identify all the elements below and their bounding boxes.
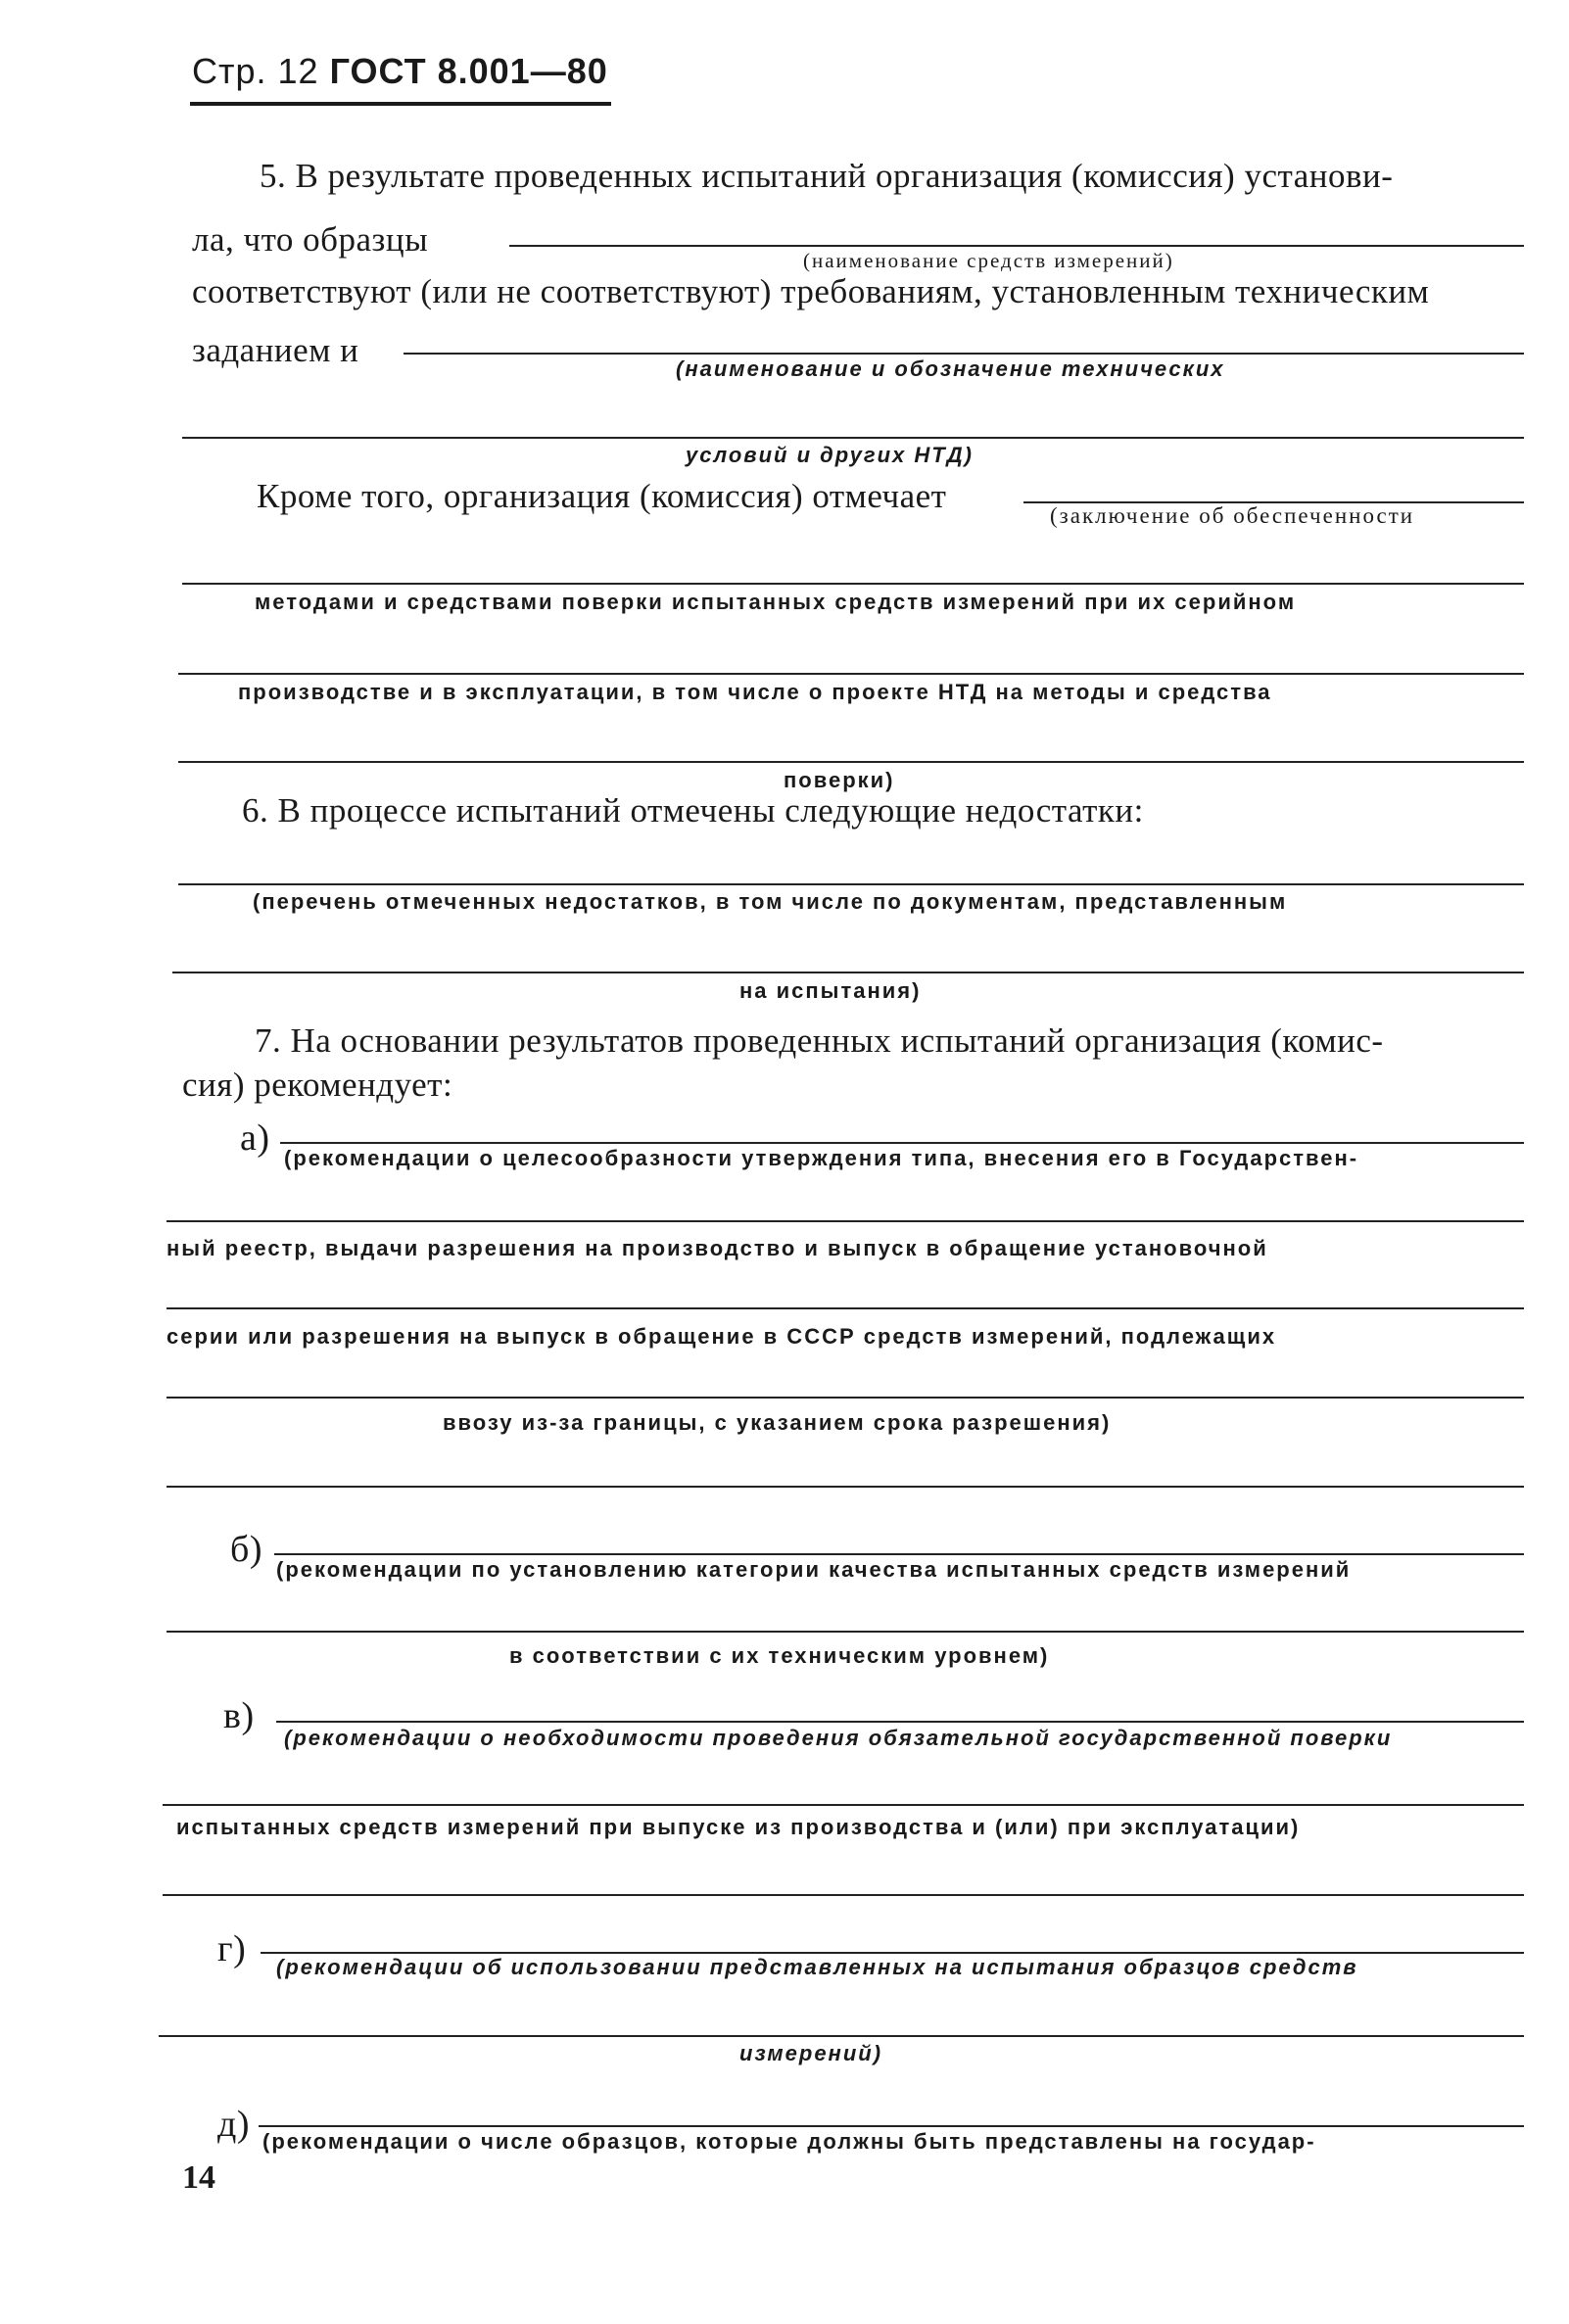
page-header bbox=[192, 51, 608, 92]
fill-line bbox=[166, 1220, 1524, 1222]
fill-line bbox=[404, 353, 1524, 355]
doc-code: ГОСТ 8.001—80 bbox=[329, 51, 608, 91]
s5-line3: соответствуют (или не соответствуют) требованиям, установленным техническим bbox=[192, 272, 1430, 310]
note-conclusion-4: поверки) bbox=[784, 768, 895, 792]
note-conclusion-3: производстве и в эксплуатации, в том числе о проекте НТД на методы и средства bbox=[238, 680, 1272, 704]
fill-line bbox=[166, 1397, 1524, 1399]
item-a-note-3: серии или разрешения на выпуск в обращение в СССР средств измерений, подлежащих bbox=[166, 1324, 1277, 1349]
item-b-label: б) bbox=[230, 1529, 262, 1570]
fill-line bbox=[159, 2035, 1524, 2037]
s7-line1: 7. На основании результатов проведенных испытаний организация (комис- bbox=[255, 1021, 1384, 1060]
fill-line bbox=[166, 1307, 1524, 1309]
fill-line bbox=[163, 1894, 1524, 1896]
fill-line bbox=[274, 1553, 1524, 1555]
item-d-note-1: (рекомендации о числе образцов, которые должны быть представлены на государ- bbox=[262, 2129, 1316, 2154]
fill-line bbox=[261, 1952, 1524, 1954]
fill-line bbox=[509, 245, 1524, 247]
also-prefix: Кроме того, организация (комиссия) отмечает bbox=[257, 477, 947, 515]
note-conclusion-1: (заключение об обеспеченности bbox=[1050, 503, 1415, 528]
item-v-label: в) bbox=[223, 1695, 255, 1736]
fill-line bbox=[182, 437, 1524, 439]
fill-line bbox=[163, 1804, 1524, 1806]
s6-note-2: на испытания) bbox=[739, 978, 922, 1003]
note-tech-2: условий и других НТД) bbox=[686, 443, 974, 467]
s6-title: 6. В процессе испытаний отмечены следующие недостатки: bbox=[242, 791, 1144, 830]
item-a-note-1: (рекомендации о целесообразности утверждения типа, внесения его в Государствен- bbox=[284, 1146, 1359, 1170]
fill-line bbox=[166, 1486, 1524, 1488]
page-number: 14 bbox=[182, 2159, 215, 2196]
item-a-label: а) bbox=[240, 1117, 270, 1159]
fill-line bbox=[178, 883, 1524, 885]
fill-line bbox=[178, 673, 1524, 675]
item-b-note-2: в соответствии с их техническим уровнем) bbox=[509, 1643, 1050, 1668]
s5-line4-prefix: заданием и bbox=[192, 331, 359, 369]
note-tech-1: (наименование и обозначение технических bbox=[676, 356, 1225, 381]
s5-line1: 5. В результате проведенных испытаний организация (комиссия) установи- bbox=[260, 157, 1394, 195]
fill-line bbox=[276, 1721, 1524, 1723]
item-a-note-4: ввозу из-за границы, с указанием срока разрешения) bbox=[443, 1410, 1112, 1435]
item-g-note-2: измерений) bbox=[739, 2041, 883, 2065]
item-v-note-1: (рекомендации о необходимости проведения обязательной государственной поверки bbox=[284, 1726, 1393, 1750]
item-d-label: д) bbox=[217, 2104, 250, 2145]
fill-line bbox=[172, 972, 1524, 973]
s5-line2-prefix: ла, что образцы bbox=[192, 220, 429, 259]
fill-line bbox=[182, 583, 1524, 585]
s6-note-1: (перечень отмеченных недостатков, в том числе по документам, представленным bbox=[253, 889, 1288, 914]
item-g-label: г) bbox=[217, 1928, 247, 1969]
fill-line bbox=[280, 1142, 1524, 1144]
fill-line bbox=[178, 761, 1524, 763]
item-v-note-2: испытанных средств измерений при выпуске из производства и (или) при эксплуатации) bbox=[176, 1815, 1301, 1839]
item-g-note-1: (рекомендации об использовании представленных на испытания образцов средств bbox=[276, 1955, 1358, 1979]
page-label: Стр. 12 bbox=[192, 51, 319, 91]
note-instruments: (наименование средств измерений) bbox=[803, 249, 1174, 272]
header-rule bbox=[190, 102, 611, 106]
fill-line bbox=[259, 2125, 1524, 2127]
fill-line bbox=[166, 1631, 1524, 1633]
item-a-note-2: ный реестр, выдачи разрешения на производство и выпуск в обращение установочной bbox=[166, 1236, 1268, 1260]
s7-line2: сия) рекомендует: bbox=[182, 1066, 453, 1104]
item-b-note-1: (рекомендации по установлению категории качества испытанных средств измерений bbox=[276, 1557, 1352, 1582]
note-conclusion-2: методами и средствами поверки испытанных средств измерений при их серийном bbox=[255, 590, 1297, 614]
